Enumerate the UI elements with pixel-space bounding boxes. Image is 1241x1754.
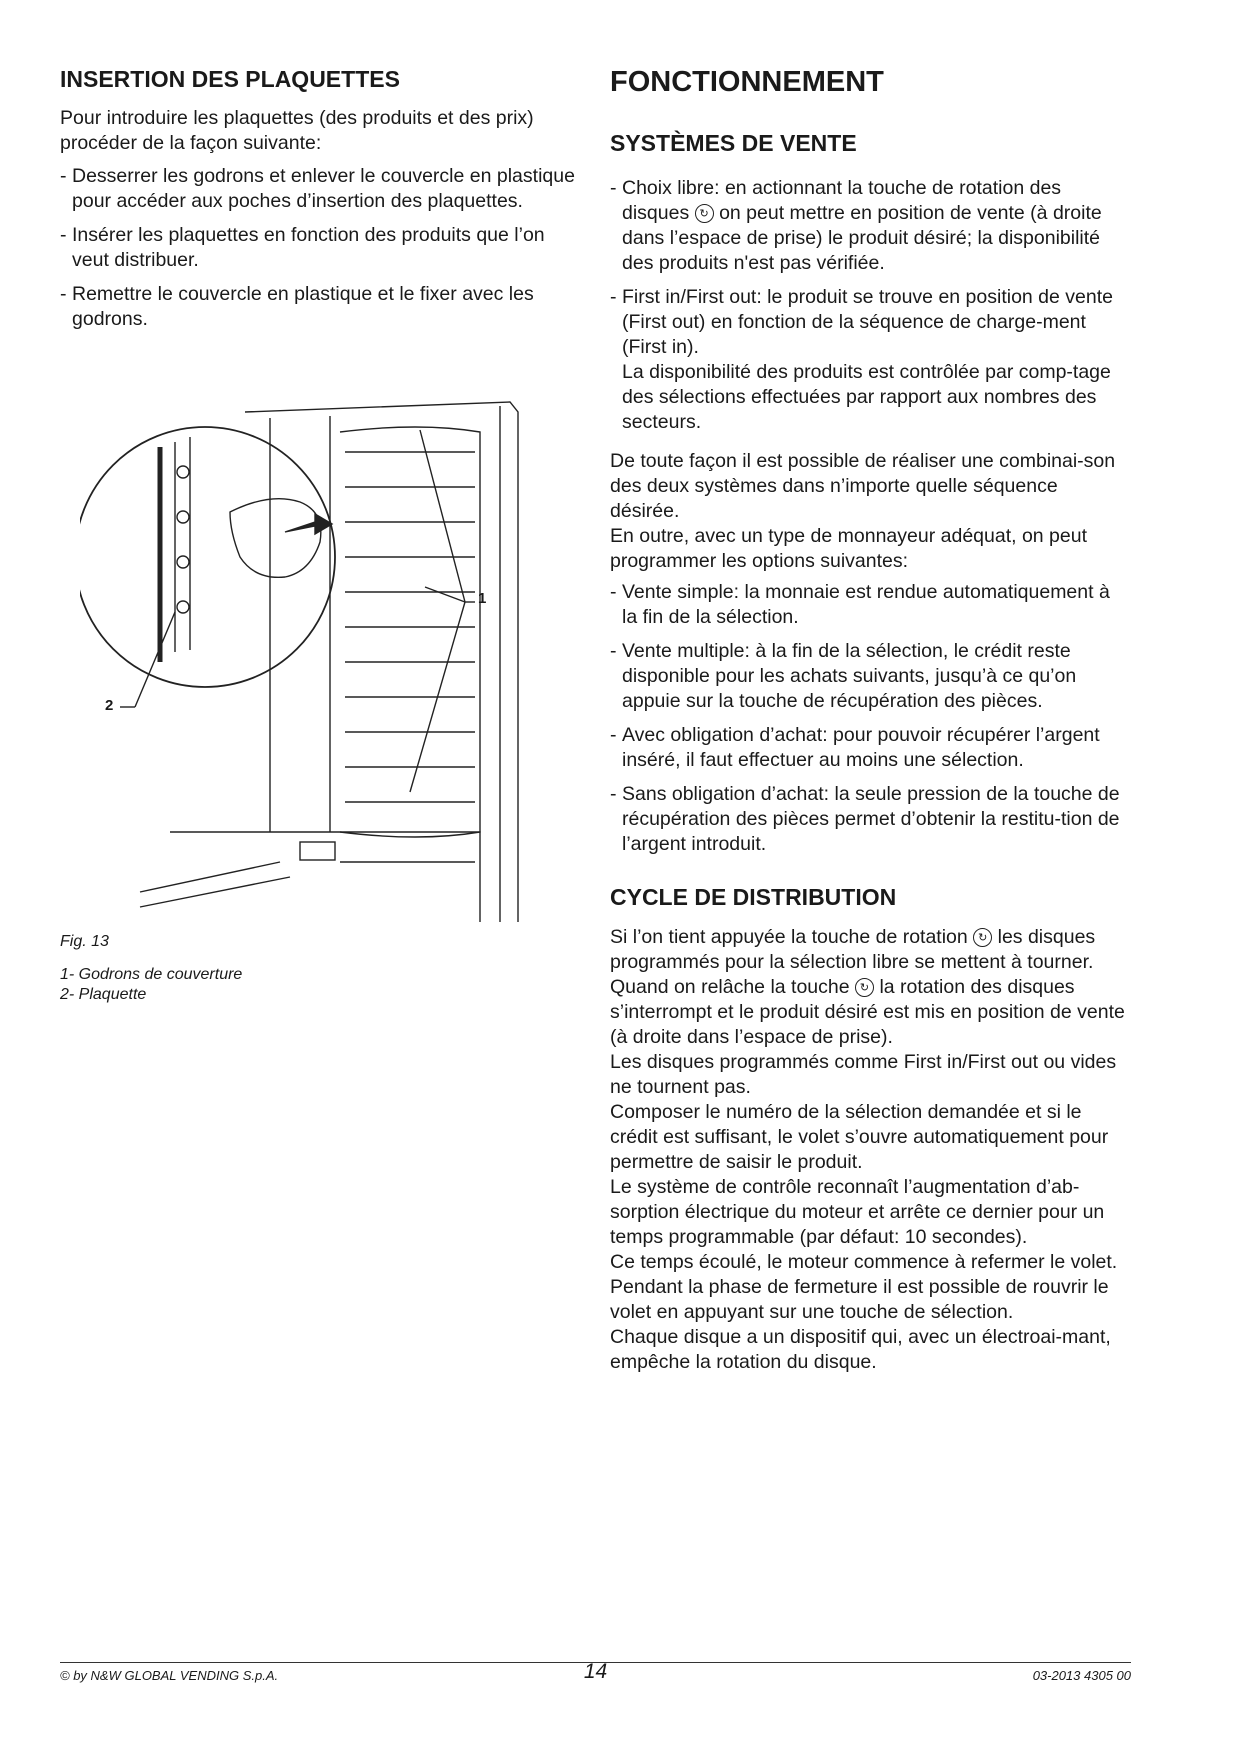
cycle-para-rotation bbox=[610, 925, 1130, 1050]
figure-legend-2: 2- Plaquette bbox=[60, 986, 147, 1003]
insertion-title: INSERTION DES PLAQUETTES bbox=[60, 66, 400, 92]
insertion-intro: Pour introduire les plaquettes (des produits et des prix) procéder de la façon suivante: bbox=[60, 107, 534, 154]
rotation-key-icon: ↻ bbox=[695, 204, 714, 223]
footer-reference: 03-2013 4305 00 bbox=[1032, 1668, 1131, 1683]
cycle-para: Ce temps écoulé, le moteur commence à refermer le volet. bbox=[610, 1251, 1118, 1273]
footer-copyright: © by N&W GLOBAL VENDING S.p.A. bbox=[60, 1668, 279, 1683]
product-drums bbox=[340, 427, 480, 837]
fifo-text: First in/First out: le produit se trouve en position de vente (First out) en fonction de la séquence de charge-ment (First in). bbox=[622, 286, 1113, 358]
free-choice-text-a: Choix libre: en actionnant la touche de rotation des disques bbox=[622, 177, 1062, 224]
callout-1: 1 bbox=[478, 590, 487, 607]
cycle-text-d: la rotation des disques s’interrompt et le produit désiré est mis en position de vente (à droite dans l’espace de prise). bbox=[610, 976, 1125, 1048]
callout-2: 2 bbox=[105, 697, 114, 714]
cycle-para: Pendant la phase de fermeture il est possible de rouvrir le volet en appuyant sur une touche de sélection. bbox=[610, 1276, 1109, 1323]
figure-legend-1: 1- Godrons de couverture bbox=[60, 966, 243, 983]
fifo-extra-text: La disponibilité des produits est contrôlée par comp-tage des sélections effectuées par rapport aux nombres des secteurs. bbox=[622, 361, 1111, 433]
insertion-step: - Insérer les plaquettes en fonction des produits que l’on veut distribuer. bbox=[60, 223, 580, 273]
coin-option: - Vente simple: la monnaie est rendue automatiquement à la fin de la sélection. bbox=[610, 580, 1130, 630]
coin-option: - Avec obligation d’achat: pour pouvoir récupérer l’argent inséré, il faut effectuer au moins une sélection. bbox=[610, 723, 1130, 773]
sales-para-options: En outre, avec un type de monnayeur adéquat, on peut programmer les options suivantes: bbox=[610, 525, 1088, 572]
cycle-text-a: Si l’on tient appuyée la touche de rotation bbox=[610, 926, 968, 948]
cycle-para: Chaque disque a un dispositif qui, avec un électroai-mant, empêche la rotation du disque. bbox=[610, 1326, 1111, 1373]
coin-option: - Sans obligation d’achat: la seule pression de la touche de récupération des pièces permet d’obtenir la restitu-tion de l’argent introduit. bbox=[610, 782, 1130, 857]
sales-systems-title: SYSTÈMES DE VENTE bbox=[610, 130, 857, 156]
free-choice-text-b: on peut mettre en position de vente (à droite dans l’espace de prise) le produit désiré; la disponibilité des produits n'est pas vérifiée. bbox=[622, 202, 1102, 274]
coin-options-list bbox=[610, 580, 1130, 857]
fonctionnement-title: FONCTIONNEMENT bbox=[610, 66, 884, 98]
sales-para-combination: De toute façon il est possible de réaliser une combinai-son des deux systèmes dans n’importe quelle séquence désirée. bbox=[610, 450, 1116, 522]
insertion-steps bbox=[60, 164, 580, 332]
sales-item-free-choice bbox=[610, 176, 1130, 276]
insertion-step: - Remettre le couvercle en plastique et le fixer avec les godrons. bbox=[60, 282, 580, 332]
cycle-body bbox=[610, 925, 1130, 1375]
cycle-para: Les disques programmés comme First in/First out ou vides ne tournent pas. bbox=[610, 1051, 1117, 1098]
figure-13-illustration bbox=[80, 392, 520, 922]
sales-item-fifo bbox=[610, 285, 1130, 435]
rotation-key-icon: ↻ bbox=[855, 978, 874, 997]
cycle-para: Composer le numéro de la sélection demandée et si le crédit est suffisant, le volet s’ouvre automatiquement pour permettre de saisir le produit. bbox=[610, 1101, 1109, 1173]
figure-caption: Fig. 13 bbox=[60, 933, 109, 950]
page-number: 14 bbox=[583, 1660, 608, 1683]
cycle-para: Le système de contrôle reconnaît l’augmentation d’ab-sorption électrique du moteur et arrête ce dernier pour un temps programmable (par défaut: 10 secondes). bbox=[610, 1176, 1105, 1248]
sales-systems-list bbox=[610, 176, 1130, 435]
rotation-key-icon: ↻ bbox=[973, 928, 992, 947]
cycle-text-c: Quand on relâche la touche bbox=[610, 976, 850, 998]
cycle-title: CYCLE DE DISTRIBUTION bbox=[610, 884, 897, 910]
vending-machine-drawing bbox=[80, 392, 520, 922]
cycle-text-b: les disques programmés pour la sélection libre se mettent à tourner. bbox=[610, 926, 1096, 973]
coin-option: - Vente multiple: à la fin de la sélection, le crédit reste disponible pour les achats suivants, jusqu’à ce qu’on appuie sur la touche de récupération des pièces. bbox=[610, 639, 1130, 714]
insertion-step: - Desserrer les godrons et enlever le couvercle en plastique pour accéder aux poches d’insertion des plaquettes. bbox=[60, 164, 580, 214]
